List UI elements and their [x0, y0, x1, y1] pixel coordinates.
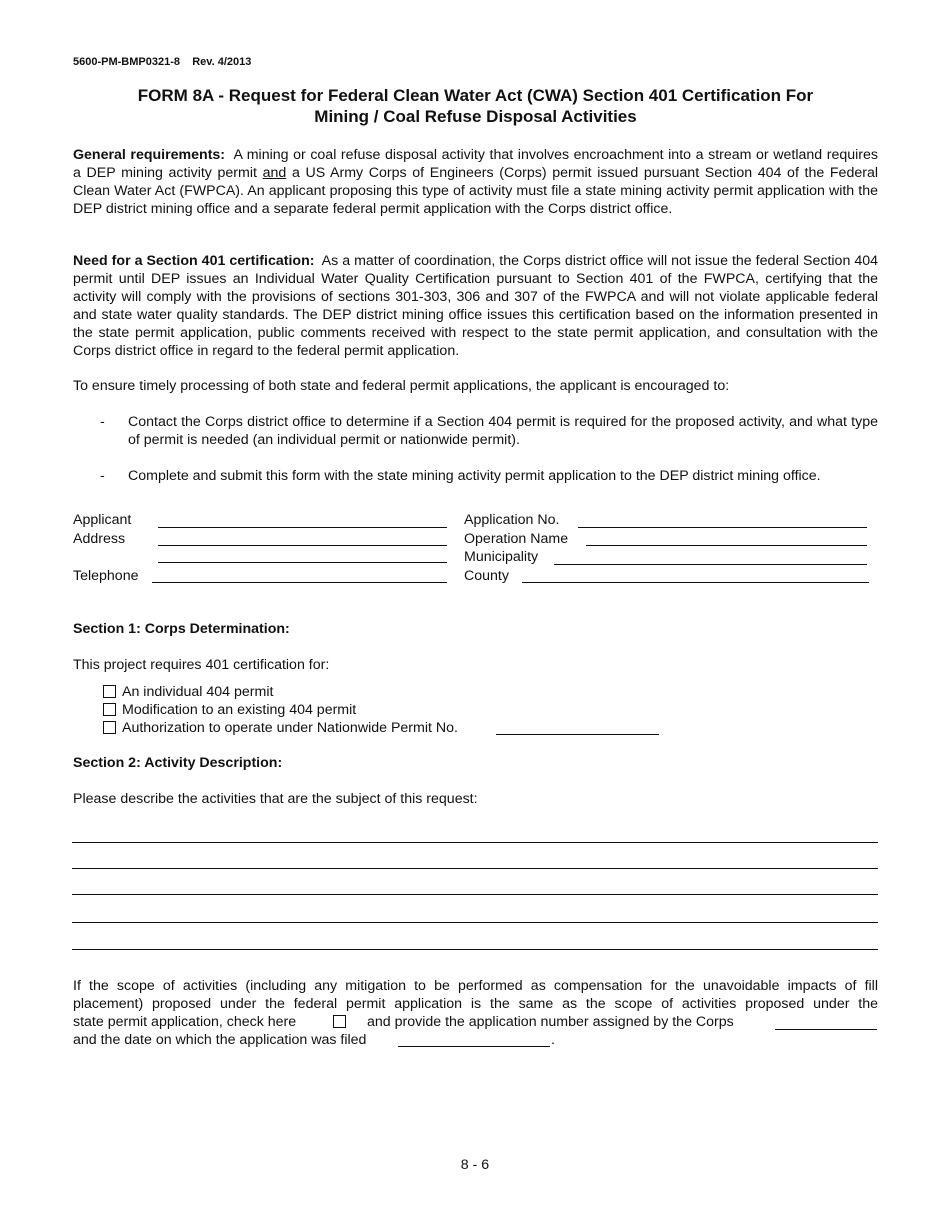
activity-description-line[interactable] [72, 868, 878, 869]
activity-description-line[interactable] [72, 842, 878, 843]
bullet-item [73, 467, 878, 503]
operation-name-label: Operation Name [464, 531, 569, 547]
bullet-text: Complete and submit this form with the state mining activity permit application to the DEP district mining office. [128, 468, 821, 484]
address-field-line-1[interactable] [158, 545, 447, 546]
corps-application-number-field[interactable] [775, 1029, 877, 1030]
operation-name-field[interactable] [586, 545, 867, 546]
title-line-1: FORM 8A - Request for Federal Clean Water Act (CWA) Section 401 Certification For [137, 86, 814, 105]
municipality-field[interactable] [554, 564, 867, 565]
page-number: 8 - 6 [460, 1157, 490, 1173]
section-2-heading: Section 2: Activity Description: [73, 755, 283, 771]
scope-date-period: . [551, 1032, 555, 1048]
same-scope-checkbox[interactable] [333, 1015, 346, 1028]
applicant-field[interactable] [158, 527, 447, 528]
section-1-intro: This project requires 401 certification for: [73, 657, 330, 673]
application-no-label: Application No. [464, 512, 560, 528]
application-filed-date-field[interactable] [398, 1046, 550, 1047]
bullet-dash: - [100, 414, 105, 430]
address-label: Address [73, 531, 126, 547]
bullet-text: Contact the Corps district office to determine if a Section 404 permit is required for the proposed activity, and what type of permit is needed (an individual permit or nationwide permit). [128, 414, 878, 448]
revision: Rev. 4/2013 [192, 56, 252, 68]
activity-description-line[interactable] [72, 894, 878, 895]
title-line-2: Mining / Coal Refuse Disposal Activities [314, 107, 637, 126]
scope-check-text: state permit application, check here [73, 1014, 297, 1030]
activity-description-line[interactable] [72, 922, 878, 923]
need-401-heading: Need for a Section 401 certification: [73, 253, 315, 269]
general-text-before: A mining or coal refuse disposal activity that involves encroachment into a stream or wetland requires a DEP mining activity permit [73, 147, 878, 181]
nationwide-permit-number-field[interactable] [496, 734, 659, 735]
need-401-paragraph [73, 252, 878, 360]
modification-permit-checkbox[interactable] [103, 703, 116, 716]
activity-description-line[interactable] [72, 949, 878, 950]
municipality-label: Municipality [464, 549, 539, 565]
form-title [73, 85, 878, 127]
section-2-prompt: Please describe the activities that are the subject of this request: [73, 791, 478, 807]
general-text-after: a US Army Corps of Engineers (Corps) permit issued pursuant Section 404 of the Federal Clean Water Act (FWPCA). An applicant proposing this type of activity must file a state mining activity permit application with the DEP district mining office and a separate federal permit application with the Corps district office. [73, 165, 878, 217]
scope-line-1: If the scope of activities (including any mitigation to be performed as compensation for the unavoidable impacts of fill [73, 978, 878, 994]
scope-line-2: placement) proposed under the federal permit application is the same as the scope of activities proposed under the [73, 996, 878, 1012]
form-number: 5600-PM-BMP0321-8 [73, 56, 180, 68]
telephone-label: Telephone [73, 568, 139, 584]
modification-permit-label: Modification to an existing 404 permit [122, 702, 357, 718]
individual-permit-label: An individual 404 permit [122, 684, 274, 700]
encourage-intro: To ensure timely processing of both state and federal permit applications, the applicant is encouraged to: [73, 378, 730, 394]
general-underlined: and [262, 165, 287, 181]
bullet-dash: - [100, 468, 105, 484]
scope-provide-text: and provide the application number assigned by the Corps [367, 1014, 734, 1030]
general-requirements-heading: General requirements: [73, 147, 226, 163]
nationwide-permit-checkbox[interactable] [103, 721, 116, 734]
scope-date-text: and the date on which the application was filed [73, 1032, 367, 1048]
county-field[interactable] [522, 582, 869, 583]
applicant-label: Applicant [73, 512, 132, 528]
bullet-item [73, 413, 878, 449]
general-requirements-paragraph [73, 146, 878, 218]
county-label: County [464, 568, 509, 584]
nationwide-permit-label: Authorization to operate under Nationwide Permit No. [122, 720, 458, 736]
need-401-text: As a matter of coordination, the Corps district office will not issue the federal Section 404 permit until DEP issues an Individual Water Quality Certification pursuant to Section 401 of the FWPCA, certifying that the activity will comply with the provisions of sections 301-303, 306 and 307 of the FWPCA and will not violate applicable federal and state water quality standards. The DEP district mining office issues this certification based on the information presented in the state permit application, public comments received with respect to the state permit application, and consultation with the Corps district office in regard to the federal permit application. [73, 253, 878, 359]
section-1-heading: Section 1: Corps Determination: [73, 621, 290, 637]
telephone-field[interactable] [152, 582, 447, 583]
form-number-line [73, 56, 251, 68]
individual-permit-checkbox[interactable] [103, 685, 116, 698]
address-field-line-2[interactable] [158, 562, 447, 563]
application-no-field[interactable] [578, 527, 867, 528]
